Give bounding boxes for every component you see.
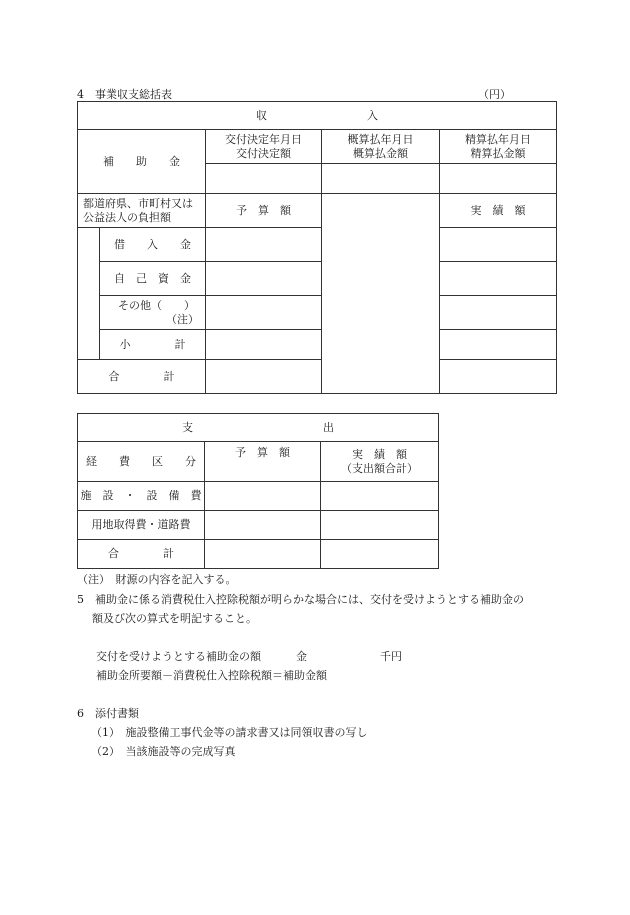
row-land-label: 用地取得費・道路費 <box>78 511 205 540</box>
note-text: （注） 財源の内容を記入する。 <box>77 573 237 586</box>
formula2: 補助金所要額－消費税仕入控除税額＝補助金額 <box>96 669 327 682</box>
section5-line2: 額及び次の算式を明記すること。 <box>92 612 257 625</box>
cell-own-actual[interactable] <box>440 262 557 296</box>
cell-subtotal-budget[interactable] <box>206 330 322 360</box>
expense-header: 支 出 <box>78 414 439 442</box>
row-subtotal-label: 小 計 <box>100 330 206 360</box>
row-burden-label: 都道府県、市町村又は 公益法人の負担額 <box>78 194 206 228</box>
cell-estimate-amount[interactable] <box>322 164 440 194</box>
cell-total-actual[interactable] <box>440 360 557 394</box>
col-settle-header: 精算払年月日 精算払金額 <box>440 130 557 164</box>
cell-blank-merged <box>322 194 440 394</box>
cell-expense-total-budget[interactable] <box>205 540 321 569</box>
section-title: 4 事業収支総括表 <box>77 88 172 101</box>
row-borrow-label: 借 入 金 <box>100 228 206 262</box>
section6-title: 6 添付書類 <box>77 707 139 720</box>
cell-expense-total-actual[interactable] <box>321 540 439 569</box>
cell-own-budget[interactable] <box>206 262 322 296</box>
cell-land-budget[interactable] <box>205 511 321 540</box>
actual-header: 実 績 額 <box>440 194 557 228</box>
row-own-label: 自 己 資 金 <box>100 262 206 296</box>
col-estimate-header: 概算払年月日 概算払金額 <box>322 130 440 164</box>
section5-line1: 5 補助金に係る消費税仕入控除税額が明らかな場合には、交付を受けようとする補助金の <box>77 593 524 606</box>
formula1-label: 交付を受けようとする補助金の額 <box>96 650 261 663</box>
cell-facility-budget[interactable] <box>205 482 321 511</box>
income-table <box>77 101 557 394</box>
income-header: 収 入 <box>78 102 557 130</box>
col-decision-header: 交付決定年月日 交付決定額 <box>206 130 322 164</box>
section6-item2: （2） 当該施設等の完成写真 <box>91 745 236 758</box>
cell-land-actual[interactable] <box>321 511 439 540</box>
col-category-header: 経 費 区 分 <box>78 442 205 482</box>
section6-item1: （1） 施設整備工事代金等の請求書又は同領収書の写し <box>91 726 368 739</box>
unit-label: （円） <box>478 88 511 101</box>
expense-table <box>77 413 439 569</box>
cell-total-budget[interactable] <box>206 360 322 394</box>
row-subsidy-label: 補 助 金 <box>78 130 206 194</box>
cell-other-actual[interactable] <box>440 296 557 330</box>
budget-header: 予 算 額 <box>206 194 322 228</box>
formula1-unit: 千円 <box>380 650 402 663</box>
row-total-label: 合 計 <box>78 360 206 394</box>
row-expense-total-label: 合 計 <box>78 540 205 569</box>
cell-decision-amount[interactable] <box>206 164 322 194</box>
row-facility-label: 施 設 ・ 設 備 費 <box>78 482 205 511</box>
cell-settle-amount[interactable] <box>440 164 557 194</box>
col-budget-header: 予 算 額 <box>205 442 321 482</box>
row-other-label: その他（ ） （注） <box>100 296 206 330</box>
indent-cell <box>78 228 100 360</box>
cell-subtotal-actual[interactable] <box>440 330 557 360</box>
formula1-kin: 金 <box>296 650 307 663</box>
col-actual-header: 実 績 額 （支出額合計） <box>321 442 439 482</box>
cell-other-budget[interactable] <box>206 296 322 330</box>
cell-facility-actual[interactable] <box>321 482 439 511</box>
cell-borrow-budget[interactable] <box>206 228 322 262</box>
cell-borrow-actual[interactable] <box>440 228 557 262</box>
